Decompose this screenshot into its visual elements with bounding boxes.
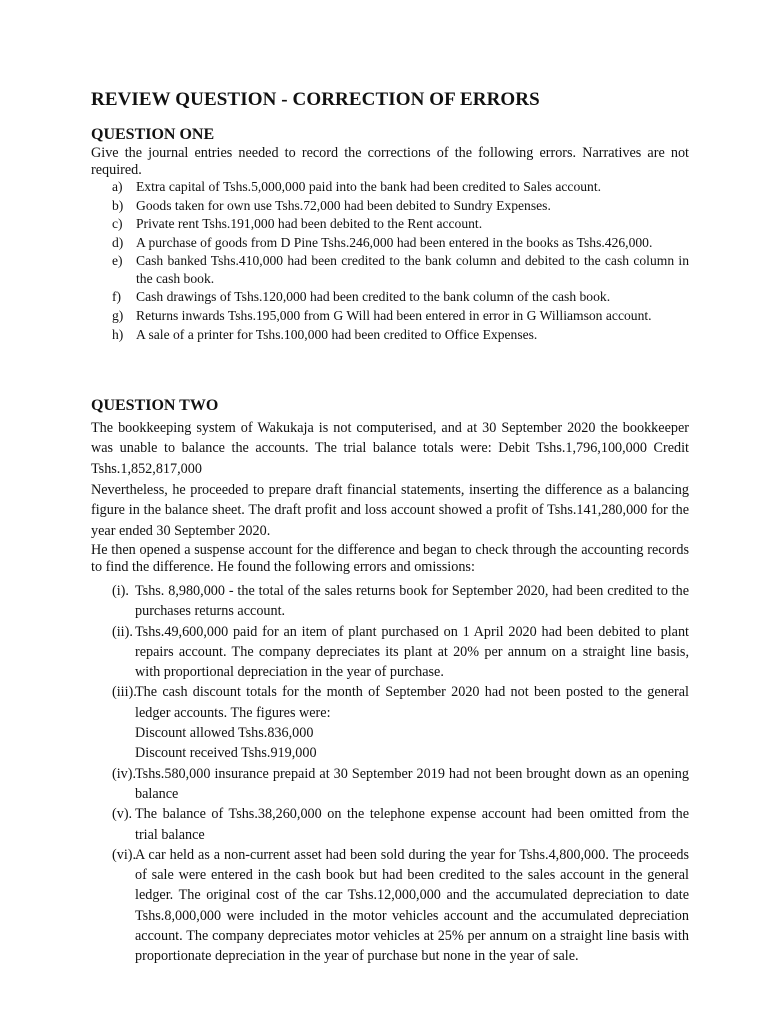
list-item: (ii). Tshs.49,600,000 paid for an item of plant purchased on 1 April 2020 had been debited to plant repairs account. The company depreciates its plant at 20% per annum on a straight line basis, with proportional depreciation in the year of purchase. <box>112 623 689 681</box>
question-two-findings-list <box>91 581 689 967</box>
question-one-intro: Give the journal entries needed to record the corrections of the following errors. Narratives are not required. <box>91 145 689 178</box>
list-item: d) A purchase of goods from D Pine Tshs.246,000 had been entered in the books as Tshs.426,000. <box>112 234 653 250</box>
question-one-heading: QUESTION ONE <box>91 126 215 143</box>
page-title: REVIEW QUESTION - CORRECTION OF ERRORS <box>91 89 540 110</box>
question-two-heading: QUESTION TWO <box>91 397 219 414</box>
list-item: (iii). The cash discount totals for the month of September 2020 had not been posted to the general ledger accounts. The figures were: Discount allowed Tshs.836,000 Discount received Tshs.919,000 <box>91 682 689 763</box>
discount-received-line: Discount received Tshs.919,000 <box>135 745 317 762</box>
list-item: (i). Tshs. 8,980,000 - the total of the sales returns book for September 2020, had been credited to the purchases returns account. <box>112 583 689 620</box>
list-item: c) Private rent Tshs.191,000 had been debited to the Rent account. <box>112 216 483 232</box>
discount-allowed-line: Discount allowed Tshs.836,000 <box>135 725 314 742</box>
question-two-paragraph-1: The bookkeeping system of Wakukaja is not computerised, and at 30 September 2020 the bookkeeper was unable to balance the accounts. The trial balance totals were: Debit Tshs.1,796,100,000 Credit Tshs.1,852,817,000 <box>91 420 689 477</box>
question-two-paragraph-3: He then opened a suspense account for the difference and began to check through the accounting records to find the difference. He found the following errors and omissions: <box>91 542 689 575</box>
list-item: (iv). Tshs.580,000 insurance prepaid at 30 September 2019 had not been brought down as an opening balance <box>112 765 689 802</box>
list-item: h) A sale of a printer for Tshs.100,000 had been credited to Office Expenses. <box>112 326 538 342</box>
list-item: a) Extra capital of Tshs.5,000,000 paid into the bank had been credited to Sales account. <box>112 179 602 194</box>
list-item: (vi). A car held as a non-current asset had been sold during the year for Tshs.4,800,000. The proceeds of sale were entered in the cash book but had been credited to the sales account in the general ledger. The original cost of the car Tshs.12,000,000 and the accumulated depreciation to date Tshs.8,000,000 were included in the motor vehicles account and the accumulated depreciation account. The company depreciates motor vehicles at 25% per annum on a straight line basis with proportionate depreciation in the year of purchase but none in the year of sale. <box>112 846 689 965</box>
list-item: (v). The balance of Tshs.38,260,000 on the telephone expense account had been omitted from the trial balance <box>112 806 689 843</box>
question-one-error-list <box>91 178 689 344</box>
list-item: g) Returns inwards Tshs.195,000 from G Will had been entered in error in G Williamson account. <box>112 307 652 323</box>
list-item: b) Goods taken for own use Tshs.72,000 had been debited to Sundry Expenses. <box>112 197 551 213</box>
list-item: e) Cash banked Tshs.410,000 had been credited to the bank column and debited to the cash column in the cash book. <box>112 253 689 286</box>
list-item: f) Cash drawings of Tshs.120,000 had been credited to the bank column of the cash book. <box>112 289 611 305</box>
question-two-paragraph-2: Nevertheless, he proceeded to prepare draft financial statements, inserting the difference as a balancing figure in the balance sheet. The draft profit and loss account showed a profit of Tshs.141,280,000 for the year ended 30 September 2020. <box>91 482 689 539</box>
